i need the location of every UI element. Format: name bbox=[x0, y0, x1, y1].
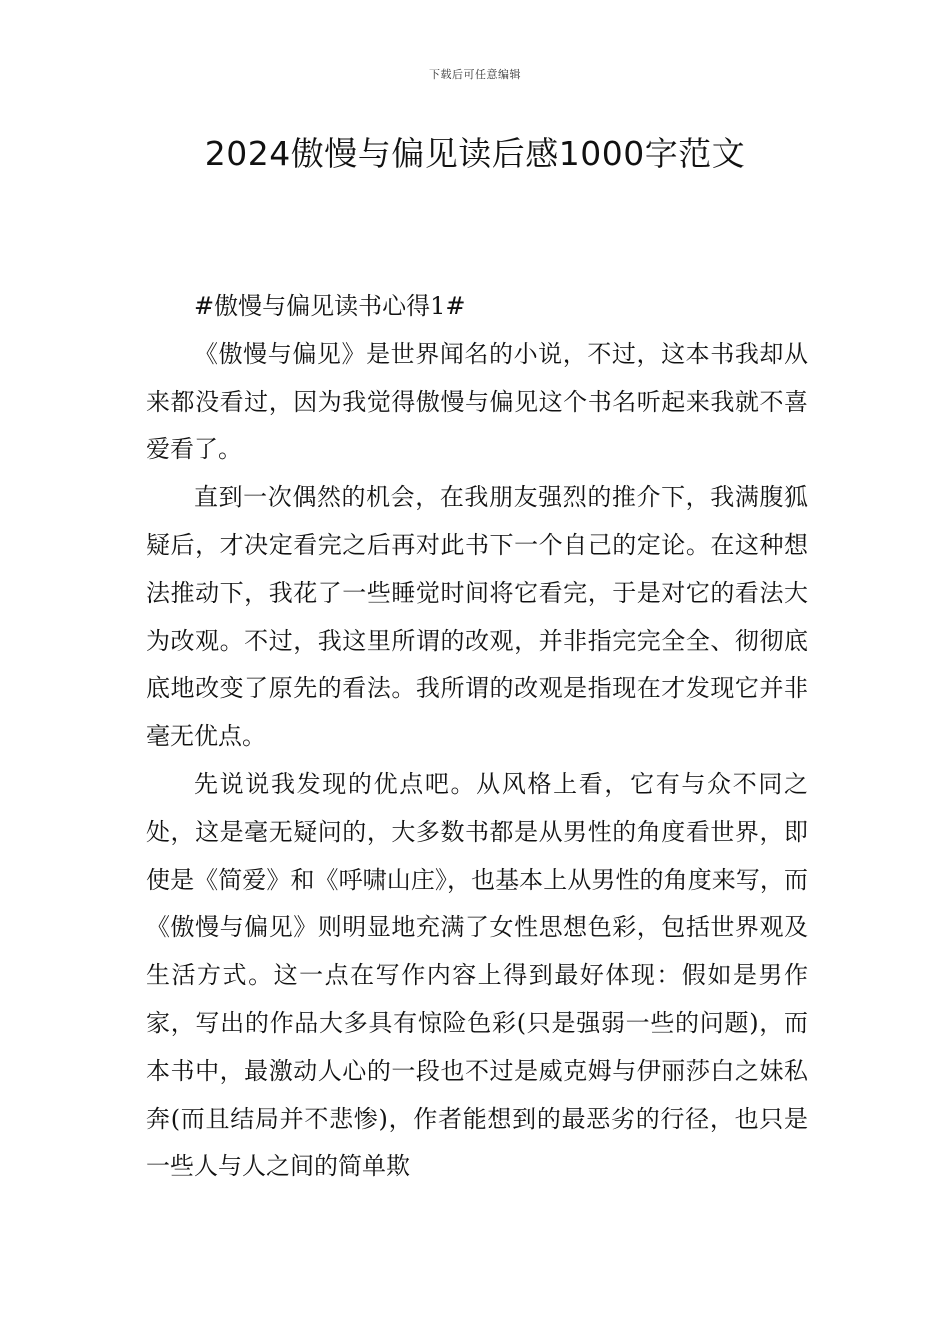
document-title: 2024傲慢与偏见读后感1000字范文 bbox=[204, 134, 746, 173]
header-note: 下载后可任意编辑 bbox=[429, 68, 521, 81]
section-heading: #傲慢与偏见读书心得1# bbox=[194, 292, 466, 320]
paragraph: 直到一次偶然的机会，在我朋友强烈的推介下，我满腹狐疑后，才决定看完之后再对此书下一个自己的定论。在这种想法推动下，我花了一些睡觉时间将它看完，于是对它的看法大为改观。不过，我这里所谓的改观，并非指完完全全、彻彻底底地改变了原先的看法。我所谓的改观是指现在才发现它并非毫无优点。 bbox=[146, 483, 808, 751]
document-body bbox=[146, 283, 808, 1191]
paragraph: 《傲慢与偏见》是世界闻名的小说，不过，这本书我却从来都没看过，因为我觉得傲慢与偏见这个书名听起来我就不喜爱看了。 bbox=[146, 339, 808, 464]
paragraph: 先说说我发现的优点吧。从风格上看，它有与众不同之处，这是毫无疑问的，大多数书都是从男性的角度看世界，即使是《简爱》和《呼啸山庄》，也基本上从男性的角度来写，而《傲慢与偏见》则明显地充满了女性思想色彩，包括世界观及生活方式。这一点在写作内容上得到最好体现：假如是男作家，写出的作品大多具有惊险色彩(只是强弱一些的问题)，而本书中，最激动人心的一段也不过是威克姆与伊丽莎白之妹私奔(而且结局并不悲惨)，作者能想到的最恶劣的行径，也只是一些人与人之间的简单欺 bbox=[146, 769, 808, 1181]
